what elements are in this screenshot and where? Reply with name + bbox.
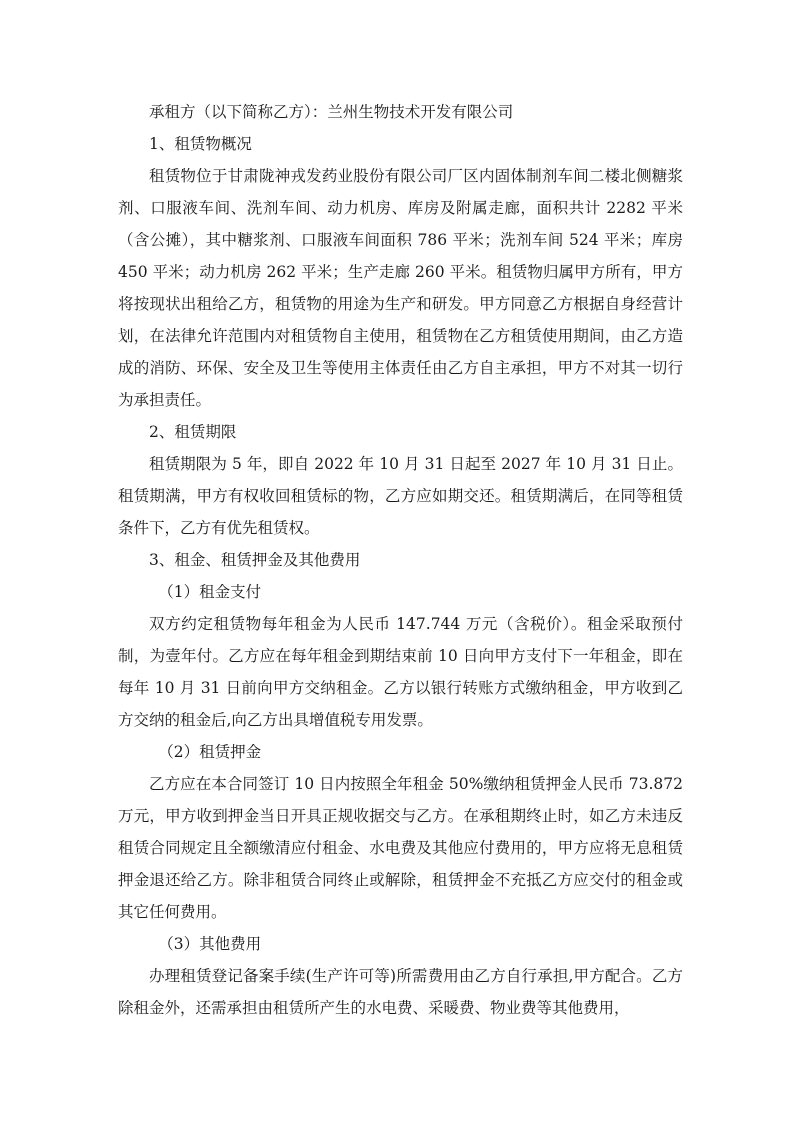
- subheading-other-fees: （3）其他费用: [158, 935, 262, 953]
- paragraph-rent-payment: 双方约定租赁物每年租金为人民币 147.744 万元（含税价）。租金采取预付制，为壹年付。乙方应在每年租金到期结束前 10 日向甲方支付下一年租金，即在每年 10 月 31 日前向甲方交纳租金。乙方以银行转账方式缴纳租金，甲方收到乙方交纳的租金后,向乙方出具增值税专用发票。: [118, 615, 683, 729]
- paragraph-overview: 租赁物位于甘肃陇神戎发药业股份有限公司厂区内固体制剂车间二楼北侧糖浆剂、口服液车间、洗剂车间、动力机房、库房及附属走廊，面积共计 2282 平米（含公摊），其中糖浆剂、口服液车间面积 786 平米；洗剂车间 524 平米；库房 450 平米；动力机房 262 平米；生产走廊 260 平米。租赁物归属甲方所有，甲方将按现状出租给乙方，租赁物的用途为生产和研发。甲方同意乙方根据自身经营计划，在法律允许范围内对租赁物自主使用，租赁物在乙方租赁使用期间，由乙方造成的消防、环保、安全及卫生等使用主体责任由乙方自主承担，甲方不对其一切行为承担责任。: [118, 167, 683, 409]
- section-heading-term: 2、租赁期限: [149, 423, 237, 441]
- paragraph-other-fees: 办理租赁登记备案手续(生产许可等)所需费用由乙方自行承担,甲方配合。乙方除租金外，还需承担由租赁所产生的水电费、采暖费、物业费等其他费用，: [118, 967, 683, 1017]
- document-body: [118, 96, 683, 1024]
- section-heading-overview: 1、租赁物概况: [149, 135, 252, 153]
- paragraph-deposit: 乙方应在本合同签订 10 日内按照全年租金 50%缴纳租赁押金人民币 73.872 万元，甲方收到押金当日开具正规收据交与乙方。在承租期终止时，如乙方未违反租赁合同规定且全额缴清应付租金、水电费及其他应付费用的，甲方应将无息租赁押金退还给乙方。除非租赁合同终止或解除，租赁押金不充抵乙方应交付的租金或其它任何费用。: [118, 775, 683, 921]
- subheading-deposit: （2）租赁押金: [158, 743, 262, 761]
- section-heading-rent: 3、租金、租赁押金及其他费用: [149, 551, 361, 569]
- paragraph-term: 租赁期限为 5 年，即自 2022 年 10 月 31 日起至 2027 年 10 月 31 日止。租赁期满，甲方有权收回租赁标的物，乙方应如期交还。租赁期满后，在同等租赁条件下，乙方有优先租赁权。: [118, 455, 683, 537]
- lessee-line: 承租方（以下简称乙方）：兰州生物技术开发有限公司: [149, 103, 514, 121]
- subheading-rent-payment: （1）租金支付: [158, 583, 262, 601]
